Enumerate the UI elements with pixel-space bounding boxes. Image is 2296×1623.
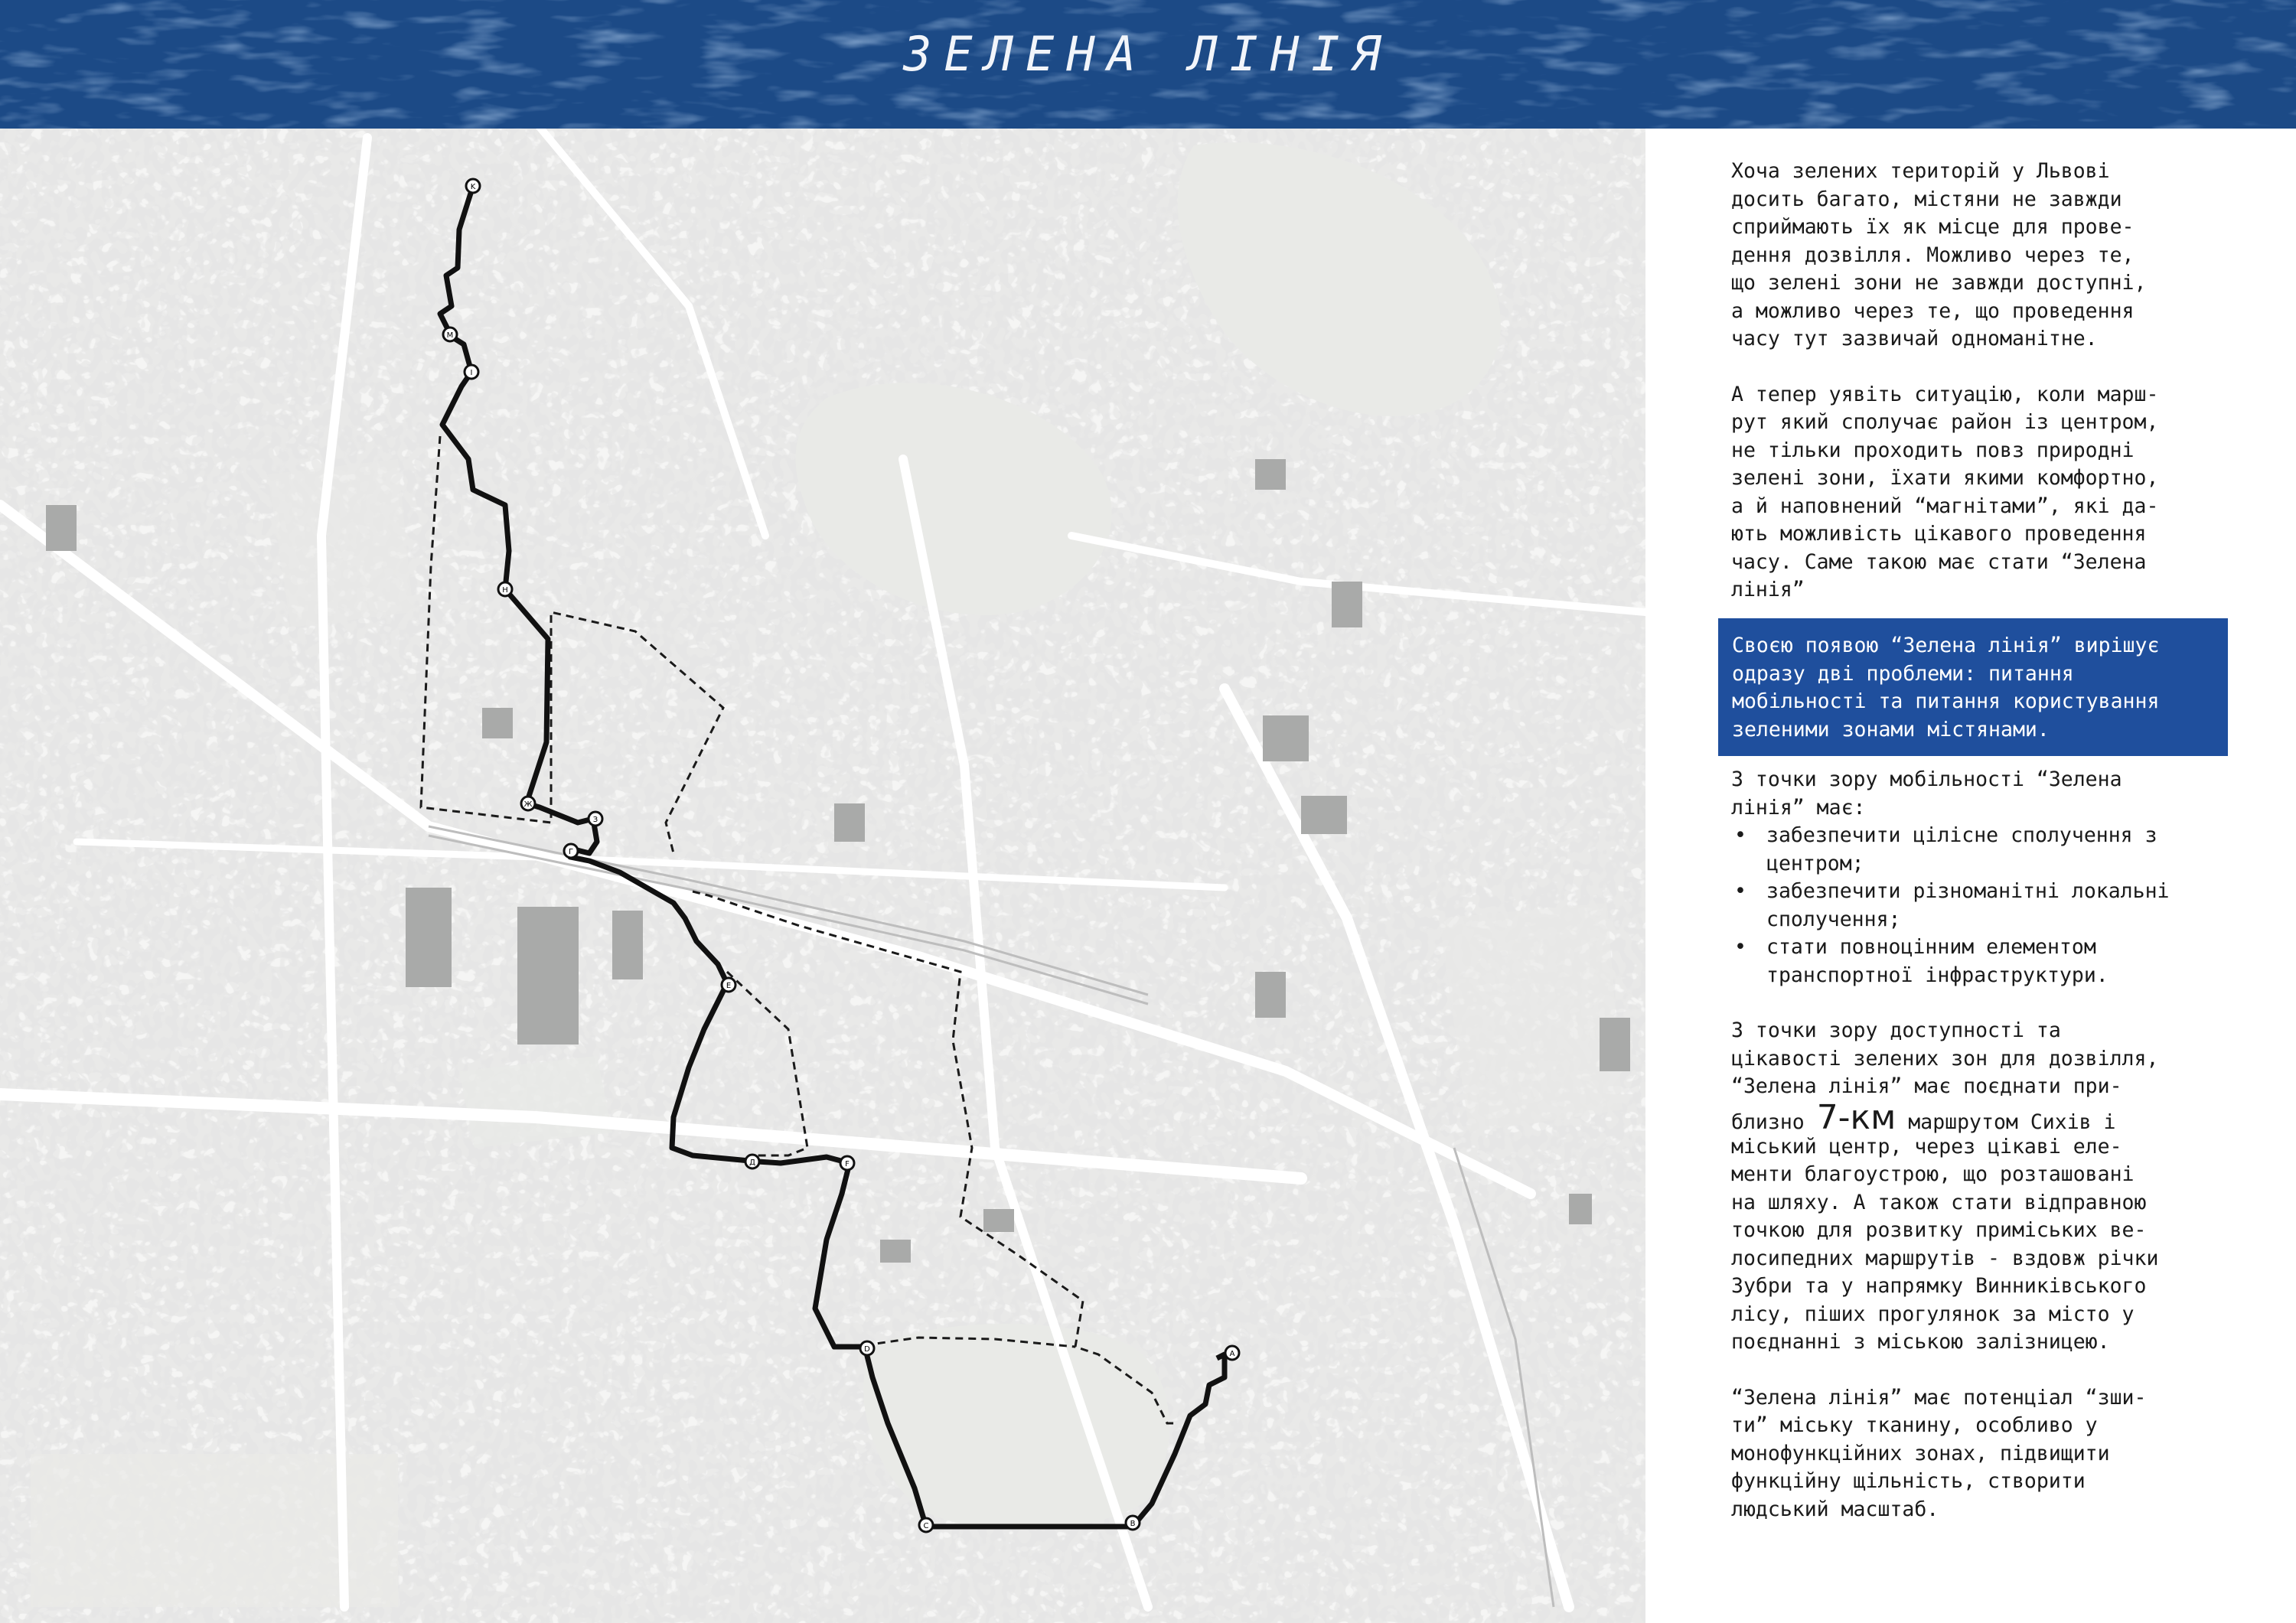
svg-text:Н: Н bbox=[502, 586, 508, 595]
accessibility-paragraph: З точки зору доступності та цікавості зелених зон для дозвілля, “Зелена лінія” має поєднати при- bbox=[1731, 1018, 2159, 1098]
header-banner bbox=[0, 0, 2296, 129]
bullet-icon: • bbox=[1734, 823, 1746, 847]
stop-marker bbox=[1225, 1346, 1239, 1360]
stop-marker bbox=[919, 1518, 933, 1532]
svg-text:B: B bbox=[1130, 1520, 1136, 1528]
list-item: • стати повноцінним елементом транспортної інфраструктури. bbox=[1734, 935, 2108, 987]
scenario-paragraph: А тепер уявіть ситуацію, коли марш- рут який сполучає район із центром, не тільки проходить повз природні зелені зони, їхати якими комфортно, а й наповнений “магнітами”, які да- ють можливість цікавого проведення часу. Саме такою має стати “Зелена лінія” bbox=[1731, 382, 2159, 601]
list-item: • забезпечити цілісне сполучення з центром; bbox=[1734, 823, 2157, 875]
svg-text:М: М bbox=[446, 331, 454, 340]
svg-text:F: F bbox=[845, 1160, 850, 1168]
stop-marker bbox=[466, 179, 480, 193]
svg-text:Г: Г bbox=[568, 848, 574, 856]
svg-text:З: З bbox=[592, 816, 598, 824]
bullet-icon: • bbox=[1734, 879, 1746, 903]
accessibility-paragraph-cont: міський центр, через цікаві еле- менти благоустрою, що розташовані на шляху. А також стати відправною точкою для розвитку приміських ве- лосипедних маршрутів - вздовж річки Зубри та у напрямку Винниківського лісу, піших прогулянок за місто у поєднанні з міською залізницею. bbox=[1731, 1134, 2159, 1354]
stop-marker bbox=[443, 328, 457, 341]
svg-text:A: A bbox=[1229, 1350, 1235, 1358]
bullet-icon: • bbox=[1734, 935, 1746, 959]
stop-marker bbox=[521, 797, 535, 810]
svg-text:D: D bbox=[864, 1345, 870, 1354]
stop-marker bbox=[564, 844, 578, 858]
intro-paragraph: Хоча зелених територій у Львові досить багато, містяни не завжди сприймають їх як місце для прове- дення дозвілля. Можливо через те, що зелені зони не завжди доступні, а можливо через те, що проведення часу тут зазвичай одноманітне. bbox=[1731, 159, 2147, 350]
svg-text:Е: Е bbox=[726, 982, 732, 990]
distance-value: 7-км bbox=[1816, 1097, 1896, 1137]
page-title: ЗЕЛЕНА ЛІНІЯ bbox=[903, 26, 1393, 82]
list-item: • забезпечити різноманітні локальні сполучення; bbox=[1734, 879, 2170, 931]
stop-marker bbox=[722, 978, 735, 992]
stop-marker bbox=[840, 1156, 854, 1170]
svg-text:І: І bbox=[470, 369, 473, 377]
description-column bbox=[1731, 158, 2229, 632]
distance-line: близно 7-км маршрутом Сихів і bbox=[1731, 1097, 2116, 1137]
map-canvas bbox=[0, 129, 1645, 1623]
potential-paragraph: “Зелена лінія” має потенціал “зши- ти” міську тканину, особливо у монофункційних зонах, підвищити функційну щільність, створити людський масштаб. bbox=[1731, 1385, 2147, 1521]
stop-marker bbox=[465, 365, 478, 379]
svg-text:Д: Д bbox=[749, 1159, 755, 1167]
svg-text:Ж: Ж bbox=[523, 800, 533, 809]
svg-text:C: C bbox=[923, 1522, 929, 1530]
stop-marker bbox=[860, 1341, 874, 1355]
highlight-box: Своєю появою “Зелена лінія” вирішує одразу дві проблеми: питання мобільності та питання користування зеленими зонами містянами. bbox=[1718, 618, 2228, 756]
description-column-lower bbox=[1731, 766, 2229, 1551]
svg-text:K: K bbox=[470, 183, 476, 191]
stop-marker bbox=[745, 1155, 759, 1168]
stop-marker bbox=[1126, 1516, 1140, 1530]
stop-marker bbox=[498, 582, 512, 596]
mobility-intro: З точки зору мобільності “Зелена лінія” має: bbox=[1731, 768, 2122, 820]
route-map bbox=[0, 129, 1645, 1623]
stop-marker bbox=[589, 812, 602, 826]
mobility-list bbox=[1731, 822, 2229, 989]
